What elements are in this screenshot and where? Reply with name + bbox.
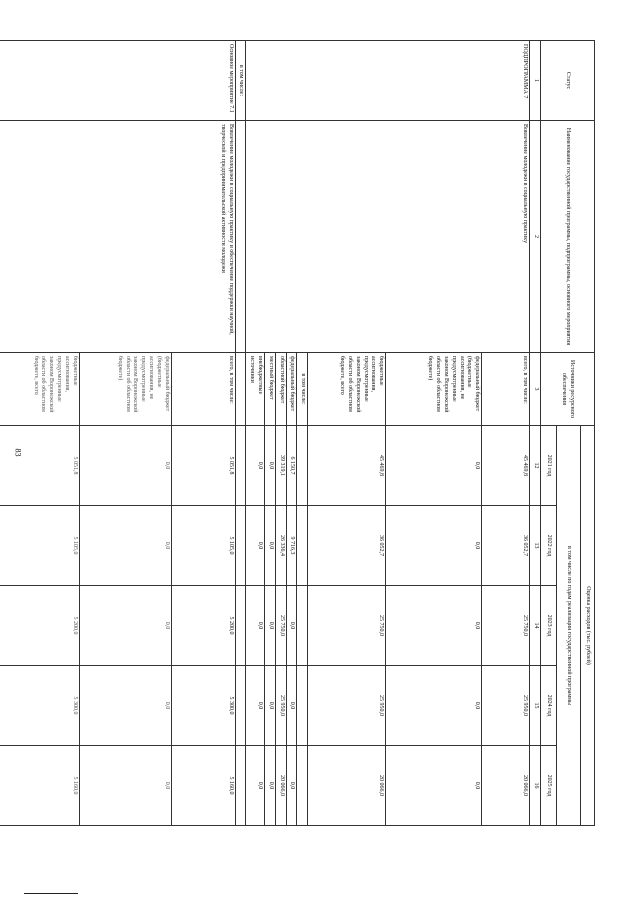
header-year: 2023 год xyxy=(541,586,557,666)
value-cell: 45 469,8 xyxy=(308,426,386,506)
value-cell: 0,0 xyxy=(246,666,265,746)
value-cell xyxy=(297,426,308,506)
header-status: Статус xyxy=(541,41,595,121)
value-cell: 0,0 xyxy=(265,506,276,586)
value-cell: 0,0 xyxy=(246,506,265,586)
empty-cell xyxy=(235,506,246,586)
index-cell: 2 xyxy=(530,121,541,353)
value-cell: 0,0 xyxy=(386,506,482,586)
index-cell: 14 xyxy=(530,586,541,666)
value-cell: 0,0 xyxy=(386,666,482,746)
index-cell: 16 xyxy=(530,746,541,826)
value-cell: 5 160,0 xyxy=(0,746,79,826)
source-cell: федеральный бюджет (бюджетные ассигнования, не предусмотренные законом Воронежской области об областном бюджете) xyxy=(79,353,171,426)
table-row xyxy=(235,41,246,826)
value-cell: 0,0 xyxy=(79,746,171,826)
value-cell: 0,0 xyxy=(79,506,171,586)
budget-table-frame xyxy=(32,40,595,825)
value-cell: 0,0 xyxy=(246,426,265,506)
value-cell: 25 750,0 xyxy=(275,586,286,666)
source-cell: бюджетные ассигнования, предусмотренные законом Воронежской области об областном бюджете, всего xyxy=(308,353,386,426)
header-year: 2025 год xyxy=(541,746,557,826)
value-cell xyxy=(297,746,308,826)
page-number: 83 xyxy=(13,448,23,457)
value-cell: 6 150,7 xyxy=(286,426,297,506)
value-cell: 39 319,1 xyxy=(275,426,286,506)
index-cell: 15 xyxy=(530,666,541,746)
value-cell: 0,0 xyxy=(265,666,276,746)
source-cell: областной бюджет xyxy=(275,353,286,426)
value-cell: 0,0 xyxy=(79,426,171,506)
empty-cell xyxy=(235,586,246,666)
empty-cell xyxy=(235,353,246,426)
source-cell: местный бюджет xyxy=(265,353,276,426)
index-cell: 12 xyxy=(530,426,541,506)
budget-table xyxy=(0,40,595,826)
value-cell: 0,0 xyxy=(286,746,297,826)
value-cell: 0,0 xyxy=(265,426,276,506)
value-cell: 5 105,0 xyxy=(171,506,235,586)
empty-cell xyxy=(235,426,246,506)
source-cell: федеральный бюджет xyxy=(286,353,297,426)
source-cell: в том числе: xyxy=(297,353,308,426)
table-row xyxy=(482,41,530,826)
header-year: 2022 год xyxy=(541,506,557,586)
value-cell: 5 200,0 xyxy=(0,586,79,666)
footer-rule xyxy=(24,893,78,894)
empty-cell xyxy=(235,121,246,353)
source-cell: всего, в том числе: xyxy=(171,353,235,426)
value-cell: 26 336,4 xyxy=(275,506,286,586)
value-cell: 20 066,0 xyxy=(275,746,286,826)
empty-cell xyxy=(235,666,246,746)
subprogram-name: Вовлечение молодежи в социальную практику xyxy=(246,121,530,353)
source-cell: федеральный бюджет (бюджетные ассигнования, не предусмотренные законом Воронежской области об областном бюджете) xyxy=(386,353,482,426)
table-row xyxy=(171,41,235,826)
value-cell: 25 750,0 xyxy=(308,586,386,666)
value-cell: 5 300,0 xyxy=(0,666,79,746)
value-cell xyxy=(297,506,308,586)
index-cell: 3 xyxy=(530,353,541,426)
value-cell: 0,0 xyxy=(246,586,265,666)
value-cell: 0,0 xyxy=(286,586,297,666)
value-cell: 9 716,3 xyxy=(286,506,297,586)
value-cell: 0,0 xyxy=(79,586,171,666)
empty-cell xyxy=(235,746,246,826)
header-estimate: Оценка расходов (тыс. рублей) xyxy=(581,426,595,826)
value-cell: 0,0 xyxy=(386,426,482,506)
rotated-table xyxy=(32,40,595,825)
header-source: Источники ресурсного обеспечения xyxy=(541,353,595,426)
value-cell: 0,0 xyxy=(265,746,276,826)
value-cell: 5 300,0 xyxy=(171,666,235,746)
subprogram-status: ПОДПРОГРАММА 7 xyxy=(246,41,530,121)
header-name: Наименование государственной программы, подпрограммы, основного мероприятия xyxy=(541,121,595,353)
value-cell: 25 950,0 xyxy=(308,666,386,746)
value-cell: 25 950,0 xyxy=(275,666,286,746)
value-cell: 0,0 xyxy=(286,666,297,746)
header-year: 2024 год xyxy=(541,666,557,746)
in-that-number-label: в том числе: xyxy=(235,41,246,121)
value-cell: 36 052,7 xyxy=(482,506,530,586)
value-cell: 5 051,8 xyxy=(171,426,235,506)
value-cell: 5 160,0 xyxy=(171,746,235,826)
value-cell: 45 469,8 xyxy=(482,426,530,506)
source-cell: внебюджетные источники xyxy=(246,353,265,426)
value-cell: 20 066,0 xyxy=(482,746,530,826)
value-cell xyxy=(297,666,308,746)
source-cell: всего, в том числе: xyxy=(482,353,530,426)
value-cell: 0,0 xyxy=(79,666,171,746)
value-cell: 0,0 xyxy=(386,586,482,666)
value-cell: 0,0 xyxy=(246,746,265,826)
value-cell: 5 105,0 xyxy=(0,506,79,586)
measure-status: Основное мероприятие 7.1 xyxy=(0,41,235,121)
header-by-years: в том числе по годам реализации государственной программы xyxy=(557,426,581,826)
value-cell xyxy=(297,586,308,666)
value-cell: 5 051,8 xyxy=(0,426,79,506)
value-cell: 5 200,0 xyxy=(171,586,235,666)
value-cell: 0,0 xyxy=(265,586,276,666)
value-cell: 25 750,0 xyxy=(482,586,530,666)
value-cell: 25 950,0 xyxy=(482,666,530,746)
measure-name: Вовлечение молодежи в социальную практику и обеспечение поддержки научной, творческой и предпринимательской активности молодежи xyxy=(0,121,235,353)
source-cell: бюджетные ассигнования, предусмотренные законом Воронежской области об областном бюджете, всего xyxy=(0,353,79,426)
index-cell: 13 xyxy=(530,506,541,586)
value-cell: 36 052,7 xyxy=(308,506,386,586)
value-cell: 0,0 xyxy=(386,746,482,826)
header-year: 2021 год xyxy=(541,426,557,506)
index-cell: 1 xyxy=(530,41,541,121)
value-cell: 20 066,0 xyxy=(308,746,386,826)
